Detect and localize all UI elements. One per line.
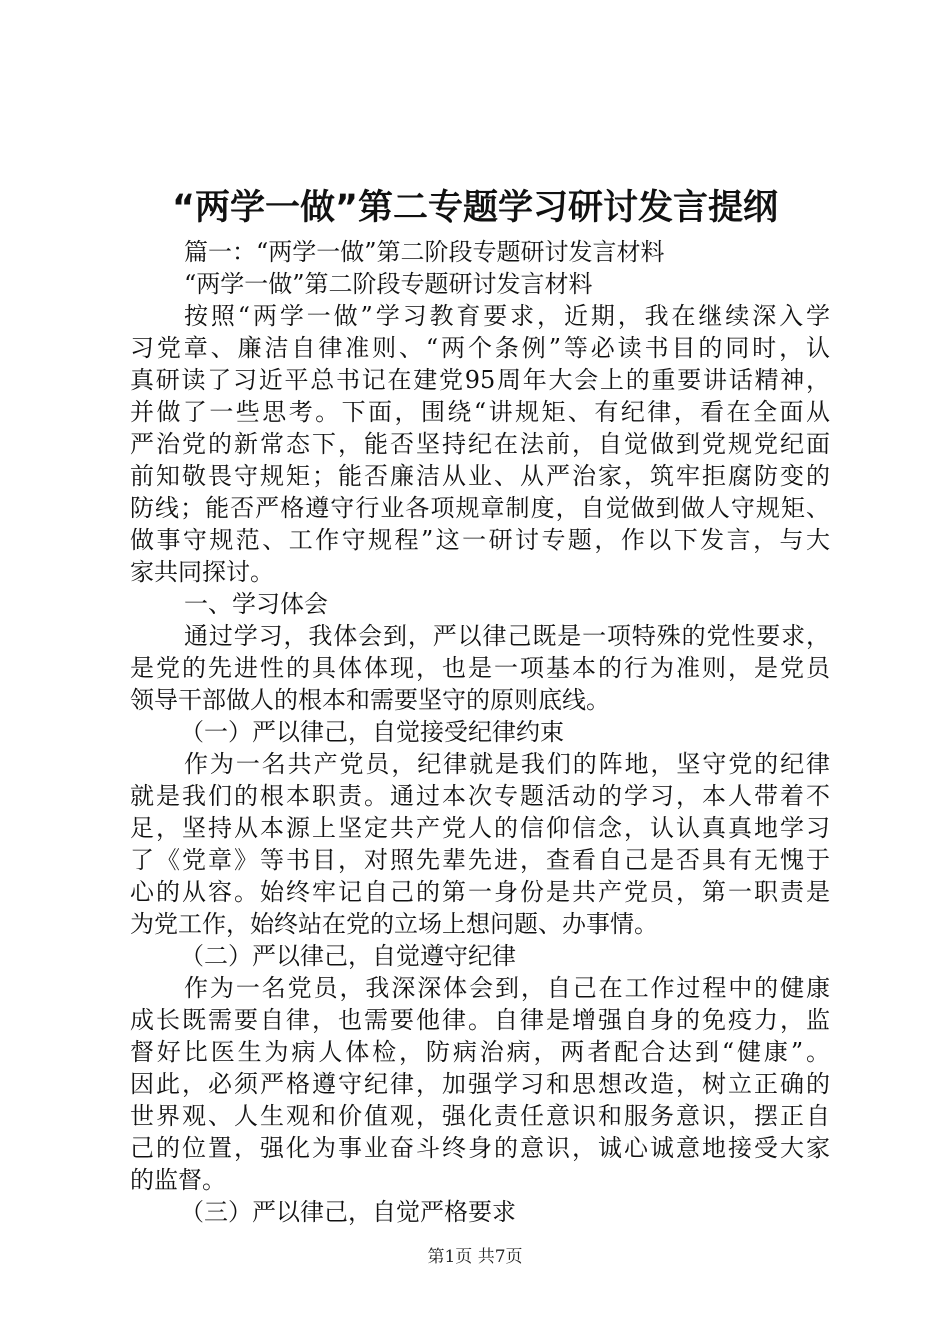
paragraph-line: 成长既需要自律，也需要他律。自律是增强自身的免疫力，监 bbox=[130, 1006, 830, 1034]
paragraph-line: 家共同探讨。 bbox=[130, 558, 274, 586]
article-subtitle: “两学一做”第二阶段专题研讨发言材料 bbox=[184, 270, 593, 298]
paragraph-line: 就是我们的根本职责。通过本次专题活动的学习，本人带着不 bbox=[130, 782, 830, 810]
subsection-heading: （三）严以律己，自觉严格要求 bbox=[180, 1198, 516, 1226]
paragraph-line: 习党章、廉洁自律准则、“两个条例”等必读书目的同时，认 bbox=[130, 334, 830, 362]
document-title: “两学一做”第二专题学习研讨发言提纲 bbox=[171, 188, 778, 228]
paragraph-line: 并做了一些思考。下面，围绕“讲规矩、有纪律，看在全面从 bbox=[130, 398, 830, 426]
paragraph-line: 是党的先进性的具体体现，也是一项基本的行为准则，是党员 bbox=[130, 654, 830, 682]
paragraph-line: 防线；能否严格遵守行业各项规章制度，自觉做到做人守规矩、 bbox=[130, 494, 830, 522]
paragraph-line: 前知敬畏守规矩；能否廉洁从业、从严治家，筑牢拒腐防变的 bbox=[130, 462, 830, 490]
paragraph-line: 足，坚持从本源上坚定共产党人的信仰信念，认认真真地学习 bbox=[130, 814, 830, 842]
paragraph-line: 领导干部做人的根本和需要坚守的原则底线。 bbox=[130, 686, 610, 714]
subsection-heading: （一）严以律己，自觉接受纪律约束 bbox=[180, 718, 564, 746]
paragraph-line: 真研读了习近平总书记在建党95周年大会上的重要讲话精神， bbox=[130, 366, 830, 394]
page-number-footer: 第1页 共7页 bbox=[427, 1247, 523, 1267]
paragraph-line: 按照“两学一做”学习教育要求，近期，我在继续深入学 bbox=[184, 302, 830, 330]
paragraph-line: 严治党的新常态下，能否坚持纪在法前，自觉做到党规党纪面 bbox=[130, 430, 830, 458]
paragraph-line: 因此，必须严格遵守纪律，加强学习和思想改造，树立正确的 bbox=[130, 1070, 830, 1098]
paragraph-line: 做事守规范、工作守规程”这一研讨专题，作以下发言，与大 bbox=[130, 526, 830, 554]
paragraph-line: 的监督。 bbox=[130, 1166, 226, 1194]
subsection-heading: （二）严以律己，自觉遵守纪律 bbox=[180, 942, 516, 970]
paragraph-line: 通过学习，我体会到，严以律己既是一项特殊的党性要求， bbox=[184, 622, 830, 650]
paragraph-line: 了《党章》等书目，对照先辈先进，查看自己是否具有无愧于 bbox=[130, 846, 830, 874]
section-heading: 一、学习体会 bbox=[184, 590, 328, 618]
paragraph-line: 为党工作，始终站在党的立场上想问题、办事情。 bbox=[130, 910, 658, 938]
paragraph-line: 世界观、人生观和价值观，强化责任意识和服务意识，摆正自 bbox=[130, 1102, 830, 1130]
paragraph-line: 心的从容。始终牢记自己的第一身份是共产党员，第一职责是 bbox=[130, 878, 830, 906]
paragraph-line: 作为一名共产党员，纪律就是我们的阵地，坚守党的纪律 bbox=[184, 750, 830, 778]
paragraph-line: 督好比医生为病人体检，防病治病，两者配合达到“健康”。 bbox=[130, 1038, 830, 1066]
paragraph-line: 己的位置，强化为事业奋斗终身的意识，诚心诚意地接受大家 bbox=[130, 1134, 830, 1162]
paragraph-line: 作为一名党员，我深深体会到，自己在工作过程中的健康 bbox=[184, 974, 830, 1002]
section-heading-article-one: 篇一：“两学一做”第二阶段专题研讨发言材料 bbox=[184, 238, 665, 266]
document-body bbox=[130, 236, 830, 1228]
